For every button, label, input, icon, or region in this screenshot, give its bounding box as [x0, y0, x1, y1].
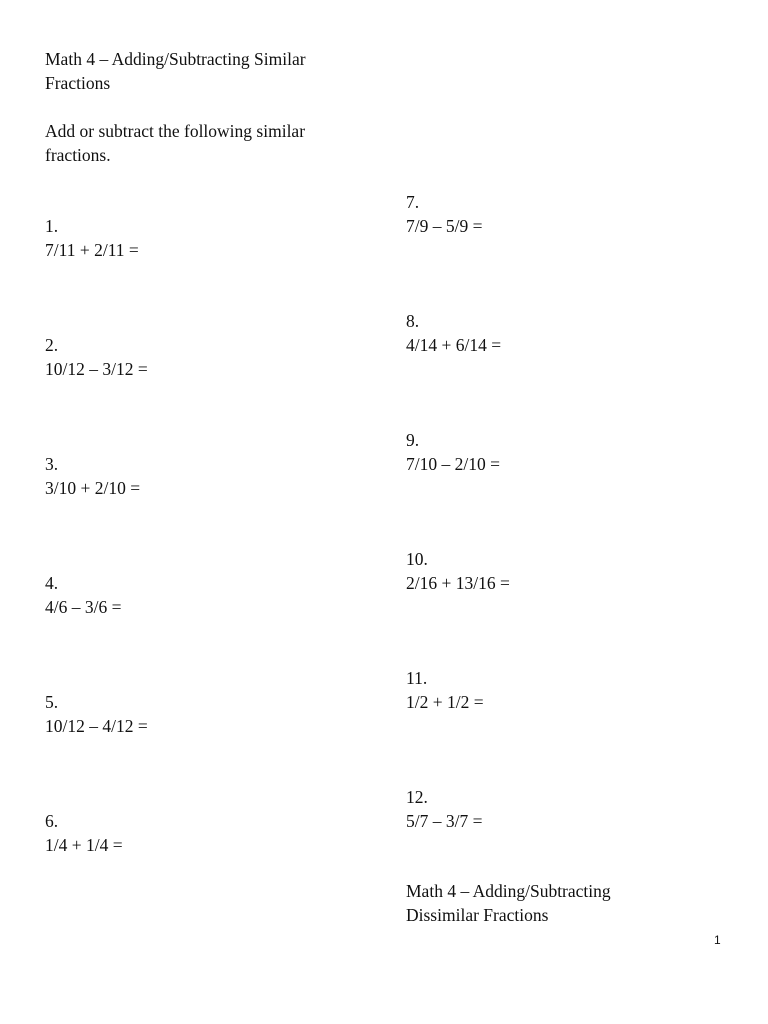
- question-8: [406, 309, 501, 357]
- question-problem: 2/16 + 13/16 =: [406, 573, 510, 593]
- question-problem: 4/6 – 3/6 =: [45, 597, 122, 617]
- next-section-title: [406, 879, 611, 927]
- question-problem: 4/14 + 6/14 =: [406, 335, 502, 355]
- question-problem: 5/7 – 3/7 =: [406, 811, 483, 831]
- question-7: [406, 190, 482, 238]
- worksheet-title: [45, 47, 306, 95]
- question-problem: 1/4 + 1/4 =: [45, 835, 123, 855]
- question-2: [45, 333, 148, 381]
- instructions: [45, 119, 305, 167]
- instructions-line-1: Add or subtract the following similar: [45, 121, 306, 141]
- next-section-title-line-1: Math 4 – Adding/Subtracting: [406, 881, 611, 901]
- question-problem: 1/2 + 1/2 =: [406, 692, 484, 712]
- question-5: [45, 690, 148, 738]
- question-number: 7.: [406, 192, 420, 212]
- worksheet-title-line-2: Fractions: [45, 73, 111, 93]
- question-problem: 10/12 – 4/12 =: [45, 716, 148, 736]
- question-number: 8.: [406, 311, 420, 331]
- question-12: [406, 785, 482, 833]
- question-problem: 7/9 – 5/9 =: [406, 216, 483, 236]
- question-number: 9.: [406, 430, 420, 450]
- question-3: [45, 452, 140, 500]
- worksheet-title-line-1: Math 4 – Adding/Subtracting Similar: [45, 49, 306, 69]
- question-number: 3.: [45, 454, 59, 474]
- question-11: [406, 666, 484, 714]
- question-number: 10.: [406, 549, 428, 569]
- instructions-line-2: fractions.: [45, 145, 111, 165]
- question-number: 12.: [406, 787, 428, 807]
- question-number: 6.: [45, 811, 59, 831]
- question-problem: 7/11 + 2/11 =: [45, 240, 139, 260]
- question-number: 4.: [45, 573, 59, 593]
- question-number: 1.: [45, 216, 59, 236]
- page-number: 1: [714, 933, 721, 947]
- question-10: [406, 547, 510, 595]
- question-number: 11.: [406, 668, 428, 688]
- question-9: [406, 428, 500, 476]
- question-number: 2.: [45, 335, 59, 355]
- question-number: 5.: [45, 692, 59, 712]
- question-problem: 3/10 + 2/10 =: [45, 478, 141, 498]
- question-problem: 7/10 – 2/10 =: [406, 454, 500, 474]
- question-1: [45, 214, 139, 262]
- question-6: [45, 809, 123, 857]
- question-4: [45, 571, 121, 619]
- question-problem: 10/12 – 3/12 =: [45, 359, 148, 379]
- next-section-title-line-2: Dissimilar Fractions: [406, 905, 549, 925]
